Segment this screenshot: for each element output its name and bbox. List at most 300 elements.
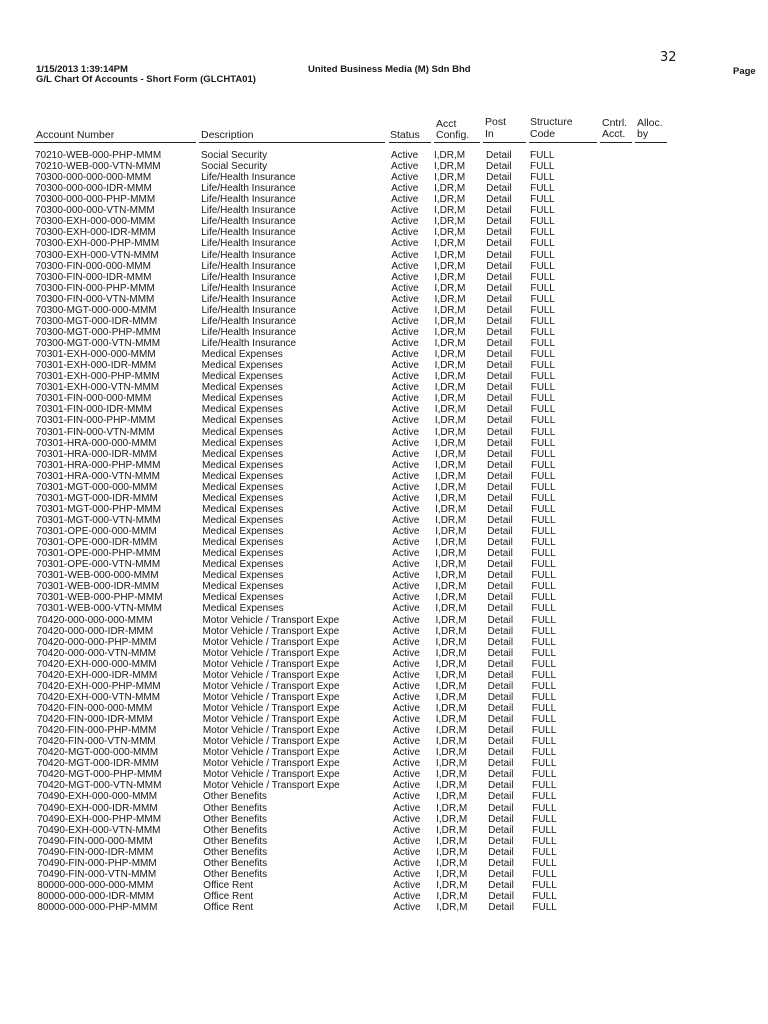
structure-code-cell: FULL — [531, 625, 556, 637]
status-cell: Active — [391, 172, 419, 184]
structure-code-cell: FULL — [532, 868, 557, 880]
post-in-cell: Detail — [487, 603, 513, 615]
description-cell: Medical Expenses — [201, 448, 284, 460]
status-cell: Active — [391, 415, 420, 427]
account-number-cell: 70301-FIN-000-IDR-MMM — [35, 404, 152, 416]
structure-code-cell: FULL — [530, 426, 556, 438]
post-in-cell: Detail — [486, 326, 513, 338]
description-cell: Medical Expenses — [201, 404, 283, 416]
status-cell: Active — [391, 216, 419, 228]
description-cell: Medical Expenses — [201, 415, 283, 427]
structure-code-cell: FULL — [531, 647, 557, 659]
structure-code-cell: FULL — [532, 857, 557, 869]
status-cell: Active — [391, 360, 419, 372]
structure-code-cell: FULL — [530, 227, 555, 239]
status-cell: Active — [393, 857, 421, 869]
structure-code-cell: FULL — [531, 603, 556, 615]
description-cell: Life/Health Insurance — [201, 172, 296, 184]
report-datetime: 1/15/2013 1:39:14PM — [36, 64, 128, 75]
status-cell: Active — [392, 614, 420, 626]
company-name: United Business Media (M) Sdn Bhd — [308, 64, 471, 75]
acct-config-cell: I,DR,M — [435, 481, 467, 493]
acct-config-cell: I,DR,M — [435, 780, 468, 792]
structure-code-cell: FULL — [530, 338, 556, 350]
acct-config-cell: I,DR,M — [435, 669, 467, 681]
structure-code-cell: FULL — [530, 315, 555, 327]
account-number-cell: 80000-000-000-PHP-MMM — [37, 902, 158, 914]
account-number-cell: 70490-FIN-000-PHP-MMM — [37, 857, 157, 869]
post-in-cell: Detail — [486, 371, 513, 383]
status-cell: Active — [392, 603, 420, 615]
description-cell: Office Rent — [203, 891, 254, 903]
structure-code-cell: FULL — [531, 780, 557, 792]
post-in-cell: Detail — [486, 360, 513, 372]
account-number-cell: 70490-EXH-000-IDR-MMM — [37, 802, 158, 814]
acct-config-cell: I,DR,M — [436, 891, 468, 903]
post-in-cell: Detail — [486, 205, 512, 217]
structure-code-cell: FULL — [531, 680, 557, 692]
acct-config-cell: I,DR,M — [434, 271, 466, 283]
status-cell: Active — [392, 537, 420, 549]
acct-config-cell: I,DR,M — [435, 680, 467, 692]
acct-config-cell: I,DR,M — [435, 658, 467, 670]
acct-config-cell: I,DR,M — [435, 492, 467, 504]
status-cell: Active — [391, 338, 419, 350]
account-number-cell: 70300-EXH-000-IDR-MMM — [35, 227, 156, 239]
account-number-cell: 70300-000-000-VTN-MMM — [35, 205, 155, 217]
description-cell: Life/Health Insurance — [201, 338, 297, 350]
status-cell: Active — [391, 183, 419, 195]
post-in-cell: Detail — [486, 161, 512, 173]
acct-config-cell: I,DR,M — [436, 813, 468, 825]
account-number-cell: 70301-FIN-000-VTN-MMM — [35, 426, 155, 438]
post-in-cell: Detail — [486, 304, 513, 316]
status-cell: Active — [393, 868, 421, 880]
description-cell: Medical Expenses — [202, 581, 284, 593]
status-cell: Active — [392, 714, 421, 726]
post-in-cell: Detail — [487, 691, 514, 703]
post-in-cell: Detail — [486, 271, 512, 283]
structure-code-cell: FULL — [530, 183, 555, 195]
structure-code-cell: FULL — [532, 902, 557, 914]
description-cell: Life/Health Insurance — [201, 260, 296, 272]
col-cntrl-acct-line1: Cntrl. — [602, 117, 628, 129]
account-number-cell: 70301-WEB-000-IDR-MMM — [36, 581, 160, 593]
account-number-cell: 70210-WEB-000-PHP-MMM — [35, 150, 162, 161]
structure-code-cell: FULL — [532, 846, 557, 858]
structure-code-cell: FULL — [530, 161, 555, 173]
post-in-cell: Detail — [488, 902, 514, 914]
acct-config-cell: I,DR,M — [435, 714, 467, 726]
acct-config-cell: I,DR,M — [434, 238, 466, 250]
structure-code-cell: FULL — [531, 526, 556, 538]
post-in-cell: Detail — [486, 194, 512, 206]
account-number-cell: 70300-MGT-000-000-MMM — [35, 304, 157, 316]
structure-code-cell: FULL — [531, 537, 556, 549]
structure-code-cell: FULL — [531, 570, 556, 582]
post-in-cell: Detail — [486, 338, 513, 350]
status-cell: Active — [392, 703, 420, 714]
account-number-cell: 70490-EXH-000-VTN-MMM — [37, 824, 161, 836]
post-in-cell: Detail — [488, 891, 514, 903]
acct-config-cell: I,DR,M — [434, 338, 466, 350]
description-cell: Medical Expenses — [201, 393, 283, 405]
post-in-cell: Detail — [486, 415, 513, 427]
post-in-cell: Detail — [486, 150, 512, 161]
status-cell: Active — [393, 879, 421, 891]
structure-code-cell: FULL — [532, 891, 557, 903]
status-cell: Active — [391, 249, 419, 261]
status-cell: Active — [393, 835, 421, 847]
acct-config-cell: I,DR,M — [435, 581, 467, 593]
col-acct-config-line1: Acct — [436, 118, 457, 130]
account-number-cell: 70301-FIN-000-000-MMM — [35, 393, 152, 405]
post-in-cell: Detail — [488, 802, 514, 814]
structure-code-cell: FULL — [531, 559, 556, 571]
col-alloc-by-line1: Alloc. — [637, 117, 663, 129]
post-in-cell: Detail — [486, 238, 512, 250]
acct-config-cell: I,DR,M — [434, 426, 466, 438]
post-in-cell: Detail — [487, 680, 514, 692]
account-number-cell: 70420-EXH-000-VTN-MMM — [36, 691, 161, 703]
acct-config-cell: I,DR,M — [435, 625, 467, 637]
account-number-cell: 70301-HRA-000-000-MMM — [35, 437, 157, 449]
col-account-number: Account Number — [36, 129, 115, 141]
status-cell: Active — [391, 404, 420, 416]
acct-config-cell: I,DR,M — [434, 260, 466, 272]
acct-config-cell: I,DR,M — [434, 293, 466, 305]
account-number-cell: 70300-EXH-000-VTN-MMM — [35, 249, 159, 261]
col-status: Status — [390, 129, 420, 141]
structure-code-cell: FULL — [532, 879, 557, 891]
acct-config-cell: I,DR,M — [435, 514, 467, 526]
account-number-cell: 70490-EXH-000-000-MMM — [37, 791, 158, 803]
account-number-cell: 70300-MGT-000-IDR-MMM — [35, 315, 158, 327]
account-number-cell: 70300-FIN-000-VTN-MMM — [35, 293, 155, 305]
description-cell: Office Rent — [203, 902, 254, 914]
description-cell: Motor Vehicle / Transport Expe — [202, 669, 340, 681]
account-number-cell: 70420-000-000-VTN-MMM — [36, 647, 157, 659]
acct-config-cell: I,DR,M — [434, 415, 466, 427]
account-number-cell: 70301-OPE-000-VTN-MMM — [36, 559, 161, 571]
acct-config-cell: I,DR,M — [435, 736, 467, 748]
acct-config-cell: I,DR,M — [434, 183, 466, 195]
status-cell: Active — [392, 680, 420, 692]
account-number-cell: 70490-FIN-000-IDR-MMM — [37, 846, 154, 858]
acct-config-cell: I,DR,M — [435, 725, 467, 737]
status-cell: Active — [391, 426, 420, 438]
account-number-cell: 70420-EXH-000-IDR-MMM — [36, 669, 158, 681]
report-title: G/L Chart Of Accounts - Short Form (GLCHTA01) — [36, 74, 256, 85]
account-number-cell: 70420-MGT-000-VTN-MMM — [36, 780, 162, 792]
acct-config-cell: I,DR,M — [435, 647, 467, 659]
description-cell: Medical Expenses — [201, 437, 284, 449]
handwritten-page-number: 32 — [660, 50, 677, 65]
underline-description — [199, 142, 385, 143]
description-cell: Motor Vehicle / Transport Expe — [202, 758, 340, 770]
status-cell: Active — [391, 205, 419, 217]
structure-code-cell: FULL — [531, 658, 557, 670]
structure-code-cell: FULL — [530, 415, 556, 427]
post-in-cell: Detail — [486, 448, 513, 460]
status-cell: Active — [392, 658, 420, 670]
post-in-cell: Detail — [487, 780, 514, 792]
post-in-cell: Detail — [487, 570, 513, 582]
description-cell: Life/Health Insurance — [201, 315, 297, 327]
account-number-cell: 70301-OPE-000-IDR-MMM — [36, 537, 158, 549]
underline-alloc-by — [635, 142, 667, 143]
account-number-cell: 70301-WEB-000-PHP-MMM — [36, 592, 163, 604]
col-structure-code-line2: Code — [530, 128, 556, 140]
structure-code-cell: FULL — [530, 437, 556, 449]
account-number-cell: 70420-MGT-000-PHP-MMM — [36, 769, 162, 781]
acct-config-cell: I,DR,M — [434, 448, 467, 460]
acct-config-cell: I,DR,M — [435, 614, 467, 626]
status-cell: Active — [391, 326, 419, 338]
acct-config-cell: I,DR,M — [434, 404, 466, 416]
status-cell: Active — [391, 448, 420, 460]
structure-code-cell: FULL — [531, 636, 556, 648]
structure-code-cell: FULL — [531, 581, 556, 593]
structure-code-cell: FULL — [530, 282, 555, 294]
structure-code-cell: FULL — [531, 492, 556, 504]
status-cell: Active — [393, 824, 421, 836]
acct-config-cell: I,DR,M — [434, 326, 466, 338]
description-cell: Medical Expenses — [202, 492, 284, 504]
account-number-cell: 70490-EXH-000-PHP-MMM — [37, 813, 162, 825]
acct-config-cell: I,DR,M — [434, 205, 466, 217]
description-cell: Medical Expenses — [202, 537, 284, 549]
acct-config-cell: I,DR,M — [434, 349, 466, 361]
col-cntrl-acct-line2: Acct. — [602, 128, 626, 140]
description-cell: Life/Health Insurance — [201, 194, 296, 206]
structure-code-cell: FULL — [530, 404, 556, 416]
status-cell: Active — [393, 891, 421, 903]
post-in-cell: Detail — [487, 503, 513, 515]
acct-config-cell: I,DR,M — [434, 304, 466, 316]
structure-code-cell: FULL — [530, 216, 555, 228]
post-in-cell: Detail — [486, 260, 512, 272]
status-cell: Active — [392, 503, 420, 515]
status-cell: Active — [391, 293, 419, 305]
acct-config-cell: I,DR,M — [434, 360, 466, 372]
account-number-cell: 70420-FIN-000-VTN-MMM — [36, 736, 156, 748]
description-cell: Medical Expenses — [202, 603, 284, 615]
structure-code-cell: FULL — [530, 326, 555, 338]
acct-config-cell: I,DR,M — [434, 393, 466, 405]
acct-config-cell: I,DR,M — [435, 526, 467, 538]
col-post-in-line2: In — [485, 128, 494, 140]
account-number-cell: 70300-000-000-000-MMM — [35, 172, 152, 184]
status-cell: Active — [392, 780, 421, 792]
account-number-cell: 70420-EXH-000-PHP-MMM — [36, 680, 161, 692]
post-in-cell: Detail — [488, 835, 514, 847]
account-number-cell: 70301-HRA-000-VTN-MMM — [36, 470, 160, 482]
acct-config-cell: I,DR,M — [436, 824, 468, 836]
col-post-in-line1: Post — [485, 116, 507, 128]
account-number-cell: 70301-OPE-000-PHP-MMM — [36, 548, 161, 560]
acct-config-cell: I,DR,M — [435, 537, 467, 549]
description-cell: Other Benefits — [203, 802, 267, 814]
status-cell: Active — [393, 802, 421, 814]
structure-code-cell: FULL — [530, 150, 555, 161]
post-in-cell: Detail — [488, 879, 514, 891]
account-number-cell: 70300-EXH-000-PHP-MMM — [35, 238, 160, 250]
description-cell: Medical Expenses — [202, 526, 284, 538]
acct-config-cell: I,DR,M — [434, 161, 466, 173]
status-cell: Active — [392, 548, 420, 560]
structure-code-cell: FULL — [531, 514, 556, 526]
status-cell: Active — [392, 669, 420, 681]
description-cell: Motor Vehicle / Transport Expe — [202, 691, 340, 703]
description-cell: Motor Vehicle / Transport Expe — [202, 680, 340, 692]
acct-config-cell: I,DR,M — [435, 703, 467, 714]
underline-acct-config — [434, 142, 480, 143]
status-cell: Active — [393, 813, 421, 825]
status-cell: Active — [392, 492, 420, 504]
acct-config-cell: I,DR,M — [435, 691, 467, 703]
structure-code-cell: FULL — [530, 459, 556, 471]
structure-code-cell: FULL — [532, 813, 557, 825]
status-cell: Active — [392, 725, 421, 737]
structure-code-cell: FULL — [531, 714, 557, 726]
status-cell: Active — [393, 902, 421, 914]
underline-structure-code — [529, 142, 597, 143]
status-cell: Active — [392, 481, 420, 493]
post-in-cell: Detail — [486, 437, 513, 449]
account-number-cell: 70490-FIN-000-000-MMM — [37, 835, 153, 847]
post-in-cell: Detail — [487, 769, 514, 781]
description-cell: Motor Vehicle / Transport Expe — [202, 658, 340, 670]
post-in-cell: Detail — [486, 349, 513, 361]
structure-code-cell: FULL — [531, 548, 556, 560]
description-cell: Medical Expenses — [201, 382, 283, 394]
post-in-cell: Detail — [486, 172, 512, 184]
post-in-cell: Detail — [486, 227, 512, 239]
status-cell: Active — [391, 459, 420, 471]
description-cell: Social Security — [201, 161, 268, 173]
account-number-cell: 70420-MGT-000-IDR-MMM — [36, 758, 159, 770]
structure-code-cell: FULL — [532, 835, 557, 847]
acct-config-cell: I,DR,M — [435, 570, 467, 582]
acct-config-cell: I,DR,M — [435, 470, 467, 482]
account-number-cell: 70301-EXH-000-VTN-MMM — [35, 382, 160, 394]
description-cell: Motor Vehicle / Transport Expe — [202, 714, 340, 726]
post-in-cell: Detail — [486, 404, 513, 416]
account-number-cell: 70301-WEB-000-VTN-MMM — [36, 603, 163, 615]
acct-config-cell: I,DR,M — [434, 371, 466, 383]
account-number-cell: 70300-MGT-000-PHP-MMM — [35, 326, 161, 338]
description-cell: Medical Expenses — [202, 548, 284, 560]
description-cell: Medical Expenses — [202, 503, 284, 515]
post-in-cell: Detail — [487, 658, 514, 670]
description-cell: Office Rent — [203, 879, 254, 891]
status-cell: Active — [391, 161, 419, 173]
structure-code-cell: FULL — [531, 691, 557, 703]
description-cell: Motor Vehicle / Transport Expe — [202, 747, 340, 759]
description-cell: Motor Vehicle / Transport Expe — [202, 614, 340, 626]
description-cell: Other Benefits — [203, 791, 267, 803]
post-in-cell: Detail — [487, 614, 514, 626]
acct-config-cell: I,DR,M — [435, 503, 467, 515]
post-in-cell: Detail — [487, 703, 514, 714]
acct-config-cell: I,DR,M — [434, 150, 466, 161]
post-in-cell: Detail — [486, 183, 512, 195]
post-in-cell: Detail — [488, 846, 514, 858]
account-number-cell: 70420-EXH-000-000-MMM — [36, 658, 157, 670]
description-cell: Life/Health Insurance — [201, 238, 296, 250]
account-number-cell: 70300-FIN-000-IDR-MMM — [35, 271, 152, 283]
structure-code-cell: FULL — [532, 802, 557, 814]
description-cell: Life/Health Insurance — [201, 227, 296, 239]
account-number-cell: 70301-MGT-000-IDR-MMM — [36, 492, 158, 504]
post-in-cell: Detail — [487, 481, 513, 493]
structure-code-cell: FULL — [530, 448, 556, 460]
description-cell: Medical Expenses — [201, 426, 284, 438]
structure-code-cell: FULL — [531, 758, 557, 770]
underline-cntrl-acct — [600, 142, 632, 143]
account-number-cell: 70420-FIN-000-IDR-MMM — [36, 714, 153, 726]
acct-config-cell: I,DR,M — [435, 747, 467, 759]
status-cell: Active — [392, 736, 421, 748]
structure-code-cell: FULL — [531, 669, 557, 681]
underline-account-number — [34, 142, 196, 143]
account-number-cell: 70420-FIN-000-PHP-MMM — [36, 725, 157, 737]
post-in-cell: Detail — [487, 736, 514, 748]
account-number-cell: 70301-MGT-000-VTN-MMM — [36, 514, 161, 526]
status-cell: Active — [392, 758, 421, 770]
post-in-cell: Detail — [487, 526, 513, 538]
description-cell: Medical Expenses — [202, 570, 284, 582]
description-cell: Medical Expenses — [201, 371, 283, 383]
acct-config-cell: I,DR,M — [436, 868, 468, 880]
structure-code-cell: FULL — [531, 592, 556, 604]
acct-config-cell: I,DR,M — [435, 758, 468, 770]
status-cell: Active — [391, 150, 419, 161]
account-number-cell: 70420-MGT-000-000-MMM — [36, 747, 159, 759]
post-in-cell: Detail — [486, 315, 513, 327]
status-cell: Active — [391, 260, 419, 272]
post-in-cell: Detail — [487, 758, 514, 770]
status-cell: Active — [392, 514, 420, 526]
account-number-cell: 70301-FIN-000-PHP-MMM — [35, 415, 156, 427]
col-description: Description — [201, 129, 254, 141]
acct-config-cell: I,DR,M — [434, 315, 466, 327]
status-cell: Active — [391, 304, 419, 316]
post-in-cell: Detail — [487, 669, 514, 681]
post-in-cell: Detail — [488, 813, 514, 825]
account-number-cell: 70420-000-000-IDR-MMM — [36, 625, 154, 637]
description-cell: Life/Health Insurance — [201, 304, 296, 316]
description-cell: Life/Health Insurance — [201, 183, 296, 195]
description-cell: Life/Health Insurance — [201, 205, 296, 217]
status-cell: Active — [392, 625, 420, 637]
acct-config-cell: I,DR,M — [436, 791, 468, 803]
acct-config-cell: I,DR,M — [434, 172, 466, 184]
account-number-cell: 70300-MGT-000-VTN-MMM — [35, 338, 161, 350]
structure-code-cell: FULL — [531, 481, 556, 493]
structure-code-cell: FULL — [531, 747, 557, 759]
status-cell: Active — [391, 382, 419, 394]
post-in-cell: Detail — [486, 382, 513, 394]
account-number-cell: 70301-MGT-000-000-MMM — [36, 481, 158, 493]
description-cell: Medical Expenses — [202, 592, 284, 604]
account-number-cell: 70301-WEB-000-000-MMM — [36, 570, 159, 582]
description-cell: Other Benefits — [203, 835, 268, 847]
status-cell: Active — [392, 647, 420, 659]
description-cell: Life/Health Insurance — [201, 282, 296, 294]
structure-code-cell: FULL — [530, 205, 555, 217]
